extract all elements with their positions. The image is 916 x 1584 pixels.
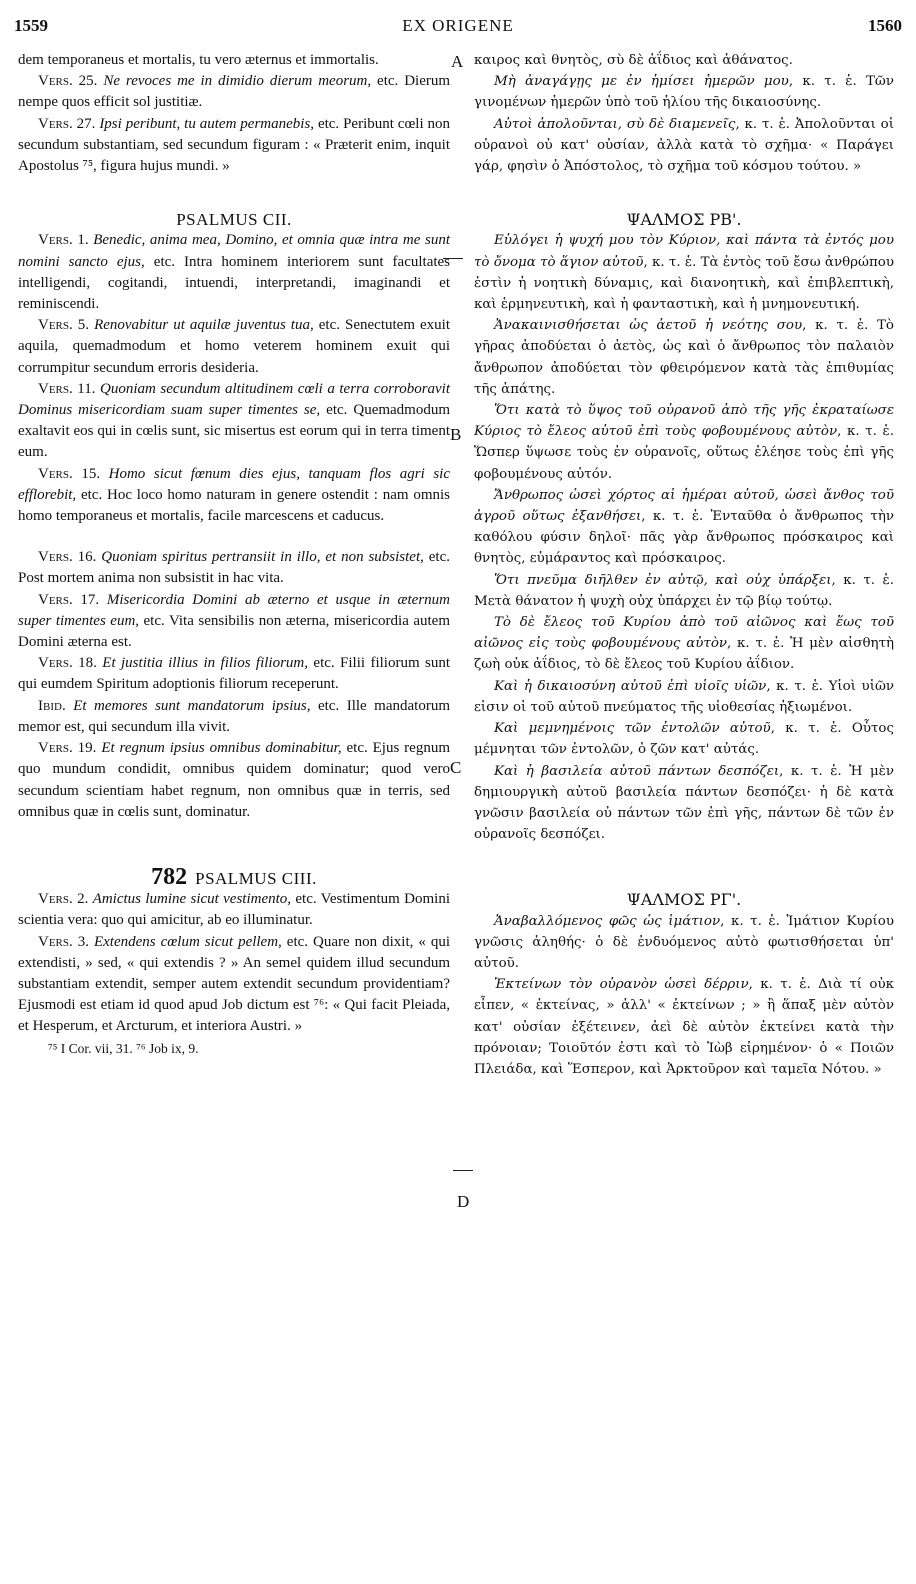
- latin-verse: Vers. 2. Amictus lumine sicut vestimento, etc. Vestimentum Domini scientia vera: quo qui amicitur, ab eo illuminatur.: [18, 891, 450, 929]
- greek-verse: Μὴ ἀναγάγῃς με ἐν ἡμίσει ἡμερῶν μου, κ. τ. ἑ. Τῶν γινομένων ἡμερῶν ὑπὸ τοῦ ἡλίου τῆς δικαιοσύνης.: [474, 74, 894, 111]
- migne-column-number: 782: [151, 863, 188, 890]
- margin-letter-c: C: [450, 758, 462, 777]
- greek-column: [474, 50, 894, 1080]
- page-header: [0, 14, 916, 40]
- psalm-102-title-greek: ΨΑΛΜΟΣ ΡΒ'.: [626, 210, 742, 230]
- latin-verse: Vers. 15. Homo sicut fœnum dies ejus, tanquam flos agri sic efflorebit, etc. Hoc loco homo naturam in genere ostendit : nam omnis homo temporaneus et mortalis, facile marcescens et caducus.: [18, 465, 451, 525]
- greek-verse: Ὅτι πνεῦμα διῆλθεν ἐν αὐτῷ, καὶ οὐχ ὑπάρξει, κ. τ. ἑ. Μετὰ θάνατον ἡ ψυχὴ οὐχ ὑπάρχει ἐν τῷ βίῳ τούτῳ.: [474, 572, 894, 609]
- greek-intro: καιρος καὶ θνητὸς, σὺ δὲ ἀΐδιος καὶ ἀθάνατος.: [474, 53, 793, 68]
- greek-verse: Ἀναβαλλόμενος φῶς ὡς ἱμάτιον, κ. τ. ἑ. Ἱμάτιον Κυρίου γνῶσις ἀληθής· ὁ δὲ ἐνδυόμενος αὐτὸ φωτισθήσεται ὑπ' αὐτοῦ.: [474, 913, 894, 971]
- psalm-102-title-latin: PSALMUS CII.: [176, 210, 292, 230]
- latin-verse: Vers. 25. Ne revoces me in dimidio dierum meorum, etc. Dierum nempe quos efficit sol justitiæ.: [18, 73, 451, 111]
- greek-verse: Ὅτι κατὰ τὸ ὕψος τοῦ οὐρανοῦ ἀπὸ τῆς γῆς ἐκραταίωσε Κύριος τὸ ἔλεος αὐτοῦ ἐπὶ τοὺς φοβουμένους αὐτὸν, κ. τ. ἑ. Ὥσπερ ὕψωσε τοὺς ἐν οὐρανοῖς, οὕτως ἐλέησε τοὺς ἐπὶ γῆς φοβουμένους αὐτόν.: [474, 403, 895, 482]
- latin-verse: Vers. 3. Extendens cœlum sicut pellem, etc. Quare non dixit, « qui extendisti, » sed, « qui extendis ? » An semel quidem illud secundum substantiam extendit, semper autem extendit secundum providentiam? Ejusmodi est etiam id quod apud Job dictum est ⁷⁶: « Qui facit Pleiada, et Hesperum, et Arcturum, et interiora Austri. »: [18, 933, 451, 1035]
- latin-intro: dem temporaneus et mortalis, tu vero æternus et immortalis.: [18, 52, 379, 68]
- right-column-number: 1560: [868, 16, 902, 35]
- psalm-103-title-latin: 782 PSALMUS CIII.: [151, 863, 317, 890]
- greek-verse: Τὸ δὲ ἔλεος τοῦ Κυρίου ἀπὸ τοῦ αἰῶνος καὶ ἕως τοῦ αἰῶνος εἰς τοὺς φοβουμένους αὐτὸν, κ. τ. ἑ. Ἡ μὲν αἰσθητὴ ζωὴ οὐκ ἀΐδιος, τὸ δὲ ἔλεος τοῦ Κυρίου ἀΐδιον.: [474, 615, 894, 673]
- greek-verse: Ἐκτείνων τὸν οὐρανὸν ὡσεὶ δέρριν, κ. τ. ἑ. Διὰ τί οὐκ εἶπεν, « ἐκτείνας, » ἀλλ' « ἐκτείνων ; » ἢ ἅπαξ μὲν αὐτὸν κατ' οὐσίαν ἐξέτεινεν, ἀεὶ δὲ αὐτὸν ἐκτείνει κατὰ τὴν πρόνοιαν; Τοιοῦτόν ἐστι καὶ τὸ Ἰὼβ εἰρημένον· ὁ « Ποιῶν Πλειάδα, καὶ Ἕσπερον, καὶ Ἀρκτοῦρον καὶ ταμεῖα Νότου. »: [474, 977, 894, 1077]
- latin-verse: Vers. 17. Misericordia Domini ab æterno et usque in æternum super timentes eum, etc. Vita sensibilis non æterna, misericordia autem Domini æterna est.: [18, 591, 450, 651]
- footnotes: ⁷⁵ I Cor. vii, 31. ⁷⁶ Job ix, 9.: [48, 1040, 199, 1056]
- greek-verse: Εὐλόγει ἡ ψυχή μου τὸν Κύριον, καὶ πάντα τὰ ἐντός μου τὸ ὄνομα τὸ ἅγιον αὐτοῦ, κ. τ. ἑ. Τὰ ἐντὸς τοῦ ἔσω ἀνθρώπου ἐστὶν ἡ νοητικὴ δύναμις, καὶ διανοητικὴ, καὶ ἐπιβλεπτικὴ, καὶ ἑρμηνευτικὴ, καὶ ἡ φανταστικὴ, καὶ ἡ μνημονευτική.: [474, 233, 894, 313]
- latin-column: [18, 50, 450, 1059]
- latin-verse: Vers. 16. Quoniam spiritus pertransiit in illo, et non subsistet, etc. Post mortem anima non subsistit in hac vita.: [18, 549, 450, 587]
- latin-verse: Ibid. Et memores sunt mandatorum ipsius, etc. Ille mandatorum memor est, qui secundum illa vivit.: [18, 697, 450, 735]
- margin-letter-b: B: [450, 425, 462, 444]
- left-column-number: 1559: [14, 16, 48, 35]
- greek-verse: Καὶ ἡ δικαιοσύνη αὐτοῦ ἐπὶ υἱοῖς υἱῶν, κ. τ. ἑ. Υἱοὶ υἱῶν εἰσιν οἱ τοῦ αὐτοῦ πνεύματος τῆς υἱοθεσίας ἠξιωμένοι.: [474, 678, 894, 715]
- latin-verse: Vers. 18. Et justitia illius in filios filiorum, etc. Filii filiorum sunt qui eumdem Spiritum adoptionis filiorum receperunt.: [18, 655, 450, 693]
- psalm-103-title-greek: ΨΑΛΜΟΣ ΡΓ'.: [626, 890, 742, 910]
- greek-verse: Ἄνθρωπος ὡσεὶ χόρτος αἱ ἡμέραι αὐτοῦ, ὡσεὶ ἄνθος τοῦ ἀγροῦ οὕτως ἐξανθήσει, κ. τ. ἑ. Ἐνταῦθα ὁ ἄνθρωπος τὴν καθόλου φύσιν δηλοῖ· πᾶς γὰρ ἄνθρωπος πρόσκαιρος καὶ θνητὸς, εὐμάραντος καὶ πρόσκαιρος.: [474, 487, 894, 567]
- margin-letter-a: A: [451, 52, 464, 71]
- margin-letter-d: D: [457, 1192, 470, 1211]
- rule-dash: [453, 1170, 473, 1171]
- running-title: EX ORIGENE: [402, 16, 514, 35]
- latin-verse: Vers. 19. Et regnum ipsius omnibus dominabitur, etc. Ejus regnum quo mundum condidit, omnibus quidem dominatur; quod vero secundum scientiam habet regnum, non omnibus quæ in terris, sed omnibus quæ in cœlis sunt, dominatur.: [18, 740, 451, 820]
- latin-verse: Vers. 11. Quoniam secundum altitudinem cœli a terra corroboravit Dominus misericordiam suam super timentes se, etc. Quemadmodum exaltavit eos qui in cœlis sunt, sic misertus est eorum qui in terra timent eum.: [18, 380, 451, 461]
- greek-verse: Καὶ μεμνημένοις τῶν ἐντολῶν αὐτοῦ, κ. τ. ἑ. Οὗτος μέμνηται τῶν ἐντολῶν, ὁ ζῶν κατ' αὐτάς.: [474, 721, 894, 758]
- latin-verse: Vers. 1. Benedic, anima mea, Domino, et omnia quæ intra me sunt nomini sancto ejus, etc. Intra hominem interiorem sunt facultates intelligendi, cogitandi, intuendi, interpretandi, imaginandi et reminiscendi.: [18, 232, 451, 313]
- greek-verse: Ἀνακαινισθήσεται ὡς ἀετοῦ ἡ νεότης σου, κ. τ. ἑ. Τὸ γῆρας ἀποδύεται ὁ ἀετὸς, ὡς καὶ ὁ ἄνθρωπος τὸν παλαιὸν ἄνθρωπον ἀποδύεται τὸν φθειρόμενον κατὰ τὰς ἐπιθυμίας τῆς ἀπάτης.: [474, 318, 894, 397]
- latin-verse: Vers. 27. Ipsi peribunt, tu autem permanebis, etc. Peribunt cœli non secundum substantiam, sed secundum figuram : « Præterit enim, inquit Apostolus ⁷⁵, figura hujus mundi. »: [18, 115, 451, 175]
- greek-verse: Καὶ ἡ βασιλεία αὐτοῦ πάντων δεσπόζει, κ. τ. ἑ. Ἡ μὲν δημιουργικὴ αὐτοῦ βασιλεία πάντων δεσπόζει· ἡ δὲ κατὰ γνῶσιν βασιλεία οὐ πάντων τῶν ἐπὶ γῆς, πάντων δὲ τῶν ἐν οὐρανοῖς δεσπόζει.: [474, 763, 894, 843]
- greek-verse: Αὐτοὶ ἀπολοῦνται, σὺ δὲ διαμενεῖς, κ. τ. ἑ. Ἀπολοῦνται οἱ οὐρανοὶ οὐ κατ' οὐσίαν, ἀλλὰ κατὰ τὸ σχῆμα· « Παράγει γάρ, φησὶν ὁ Ἀπόστολος, τὸ σχῆμα τοῦ κόσμου τούτου. »: [474, 116, 894, 175]
- latin-verse: Vers. 5. Renovabitur ut aquilæ juventus tua, etc. Senectutem exuit aquila, quemadmodum et homo veterem hominem exuit qui corrumpitur secundum erroris desideria.: [18, 317, 450, 376]
